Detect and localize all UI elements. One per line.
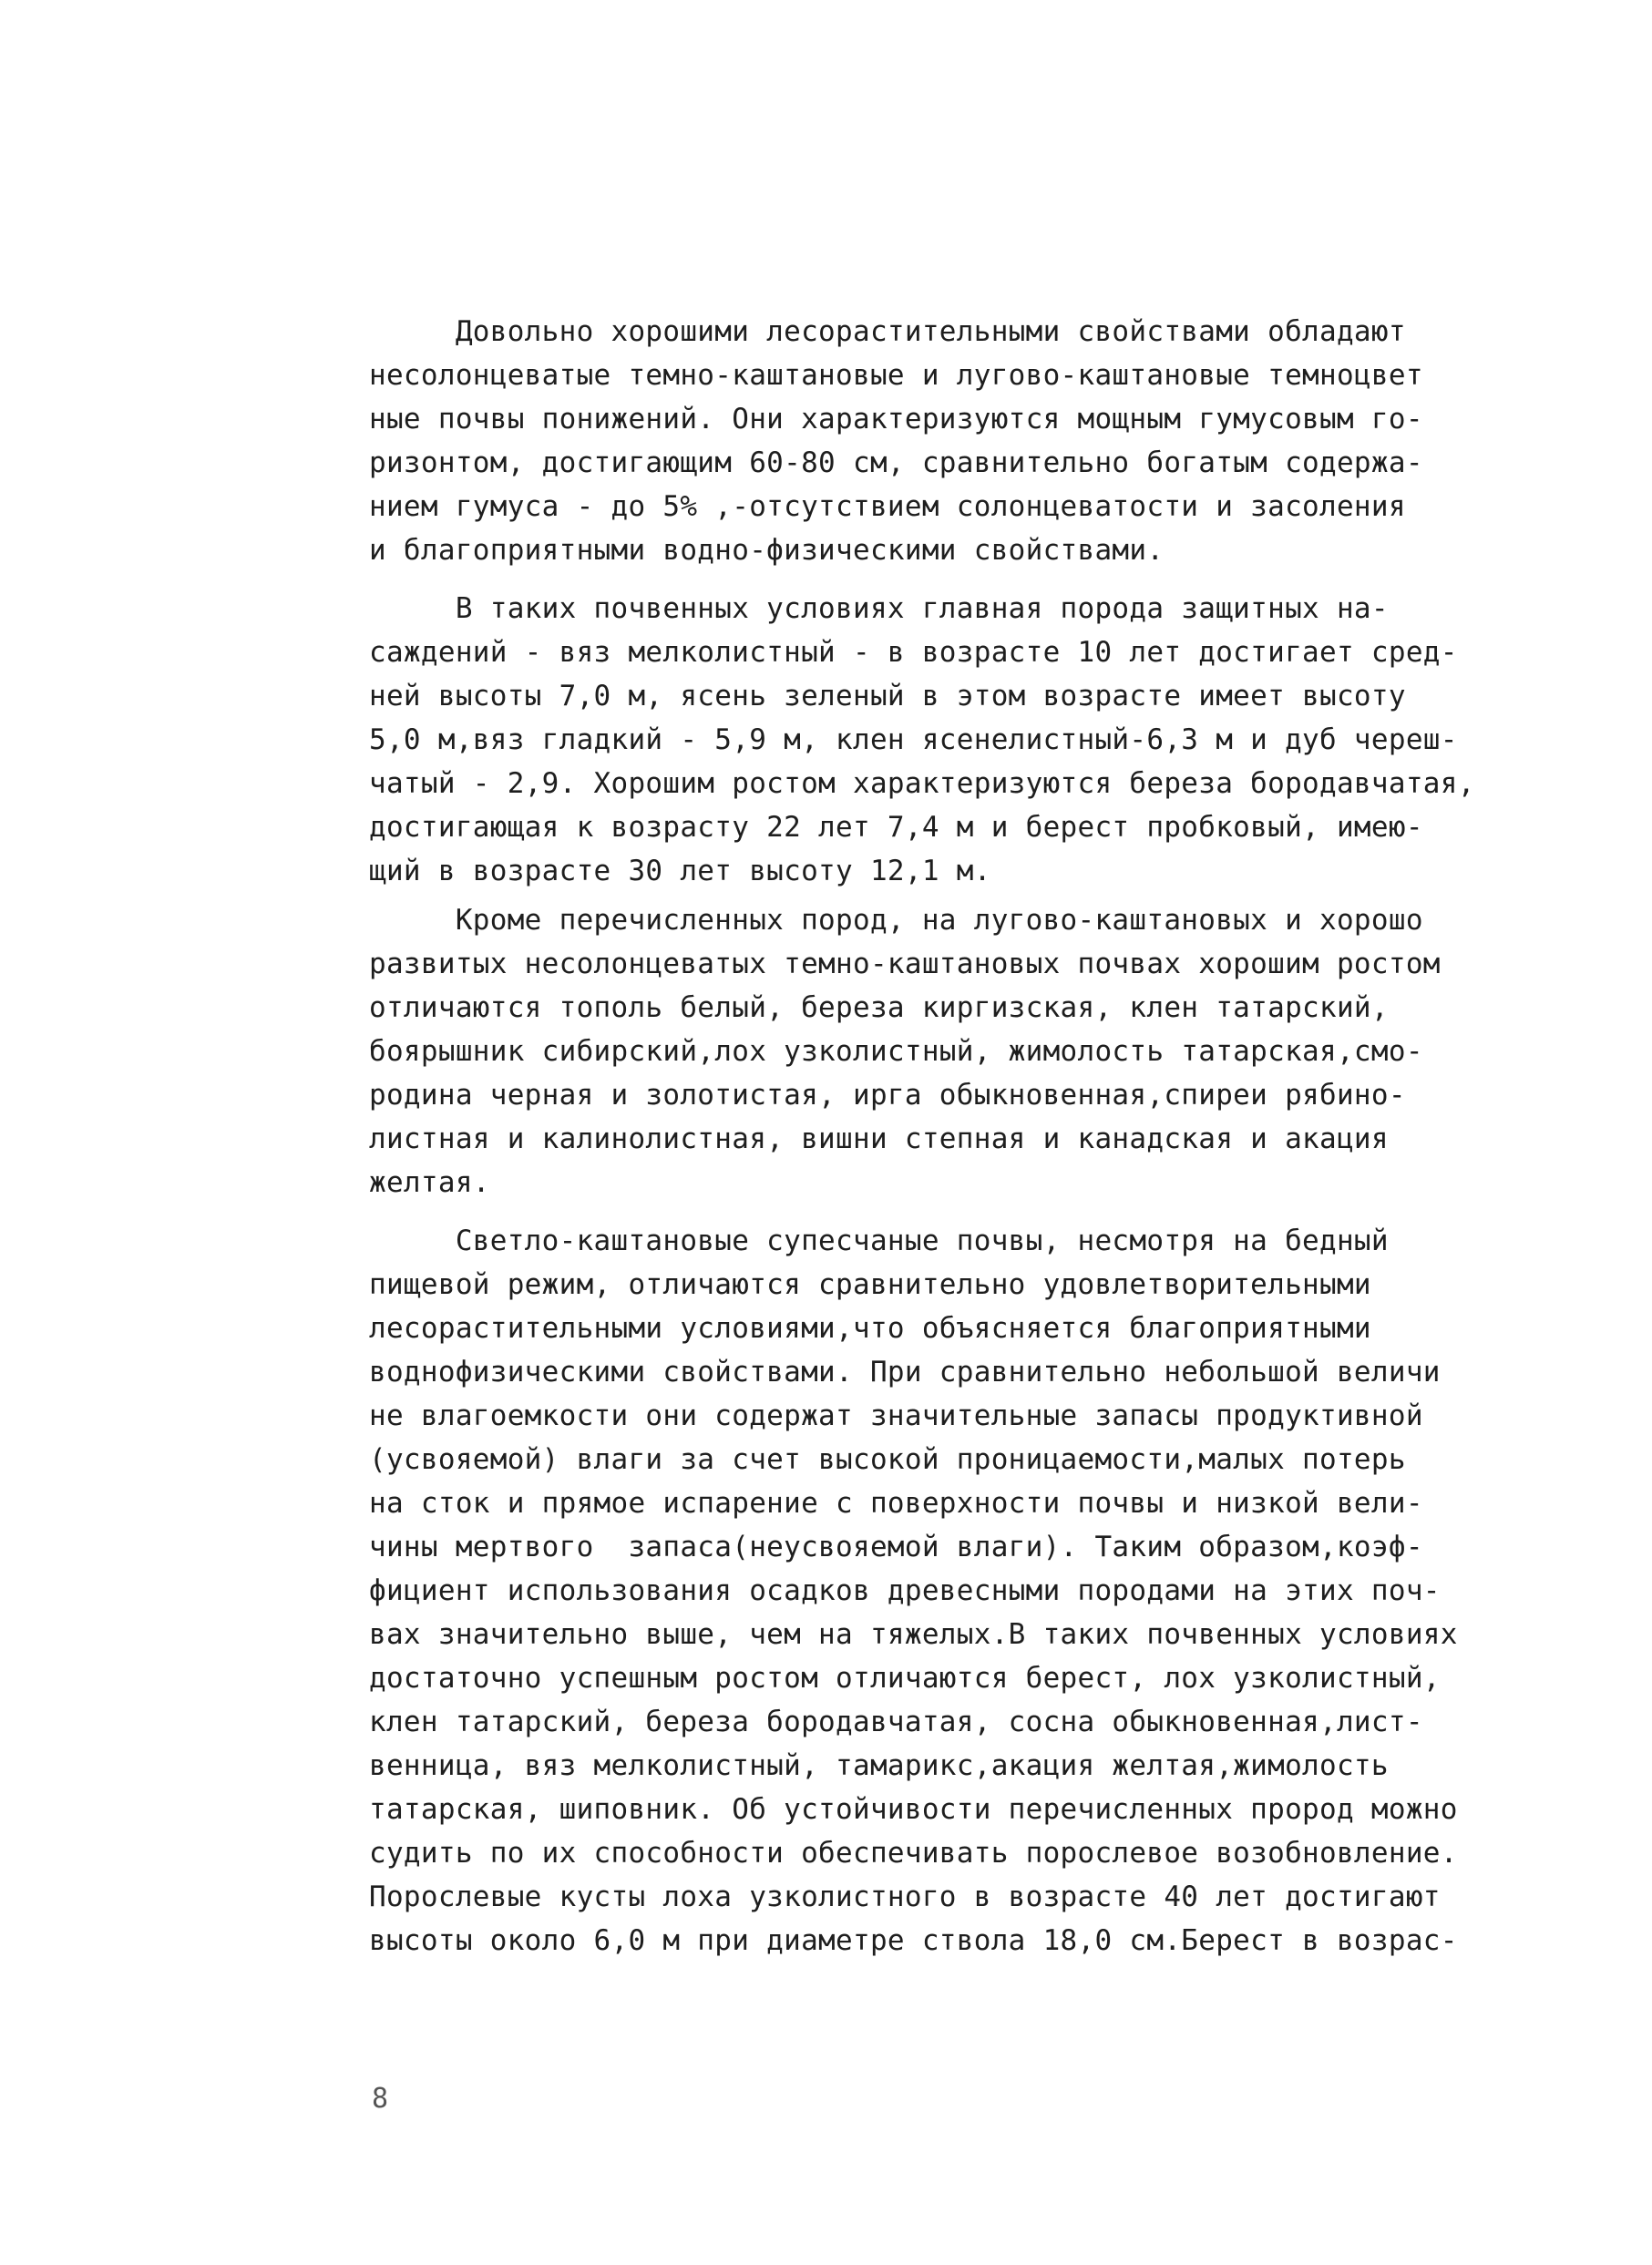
text-line: 5,0 м,вяз гладкий - 5,9 м, клен ясенелистный-6,3 м и дуб череш- xyxy=(369,723,1458,756)
text-line: судить по их способности обеспечивать порослевое возобновление. xyxy=(369,1837,1458,1870)
text-line: боярышник сибирский,лох узколистный, жимолость татарская,смо- xyxy=(369,1035,1423,1068)
text-line: нием гумуса - до 5% ,-отсутствием солонцеватости и засоления xyxy=(369,490,1406,523)
paragraph-1 xyxy=(369,310,1590,572)
paragraph-spacer xyxy=(369,572,1590,587)
text-line: воднофизическими свойствами. При сравнительно небольшой величи xyxy=(369,1356,1441,1389)
text-line: достигающая к возрасту 22 лет 7,4 м и берест пробковый, имею- xyxy=(369,811,1423,844)
text-line: не влагоемкости они содержат значительные запасы продуктивной xyxy=(369,1399,1423,1432)
text-line: ризонтом, достигающим 60-80 см, сравнительно богатым содержа- xyxy=(369,446,1423,479)
text-line: татарская, шиповник. Об устойчивости перечисленных прород можно xyxy=(369,1793,1458,1826)
text-line: Светло-каштановые супесчаные почвы, несмотря на бедный xyxy=(369,1225,1389,1257)
text-line: Довольно хорошими лесорастительными свойствами обладают xyxy=(369,315,1406,348)
text-line: чины мертвого запаса(неусвояемой влаги). Таким образом,коэф- xyxy=(369,1531,1423,1563)
text-line: ней высоты 7,0 м, ясень зеленый в этом возрасте имеет высоту xyxy=(369,680,1406,712)
text-line: высоты около 6,0 м при диаметре ствола 18,0 см.Берест в возрас- xyxy=(369,1924,1458,1957)
paragraph-3 xyxy=(369,898,1590,1204)
text-line: венница, вяз мелколистный, тамарикс,акация желтая,жимолость xyxy=(369,1749,1389,1782)
text-line: и благоприятными водно-физическими свойствами. xyxy=(369,534,1165,567)
text-line: вах значительно выше, чем на тяжелых.В таких почвенных условиях xyxy=(369,1618,1458,1651)
text-line: родина черная и золотистая, ирга обыкновенная,спиреи рябино- xyxy=(369,1079,1406,1112)
text-line: на сток и прямое испарение с поверхности почвы и низкой вели- xyxy=(369,1487,1423,1520)
text-line: фициент использования осадков древесными породами на этих поч- xyxy=(369,1574,1441,1607)
paragraph-spacer xyxy=(369,1204,1590,1219)
text-line: Кроме перечисленных пород, на лугово-каштановых и хорошо xyxy=(369,904,1423,937)
paragraph-4 xyxy=(369,1219,1590,1963)
text-line: несолонцеватые темно-каштановые и лугово-каштановые темноцвет xyxy=(369,359,1423,392)
text-line: отличаются тополь белый, береза киргизская, клен татарский, xyxy=(369,991,1389,1024)
text-line: желтая. xyxy=(369,1166,490,1199)
text-line: чатый - 2,9. Хорошим ростом характеризуются береза бородавчатая, xyxy=(369,767,1475,800)
text-line: лесорастительными условиями,что объясняется благоприятными xyxy=(369,1312,1371,1345)
body-text xyxy=(369,310,1590,1963)
text-line: клен татарский, береза бородавчатая, сосна обыкновенная,лист- xyxy=(369,1706,1423,1738)
text-line: В таких почвенных условиях главная порода защитных на- xyxy=(369,592,1389,625)
text-line: пищевой режим, отличаются сравнительно удовлетворительными xyxy=(369,1268,1371,1301)
text-line: листная и калинолистная, вишни степная и канадская и акация xyxy=(369,1122,1389,1155)
text-line: развитых несолонцеватых темно-каштановых почвах хорошим ростом xyxy=(369,948,1441,980)
text-line: щий в возрасте 30 лет высоту 12,1 м. xyxy=(369,855,991,887)
text-line: достаточно успешным ростом отличаются берест, лох узколистный, xyxy=(369,1662,1441,1695)
paragraph-2 xyxy=(369,587,1590,893)
text-line: ные почвы понижений. Они характеризуются мощным гумусовым го- xyxy=(369,403,1423,436)
page-number: 8 xyxy=(372,2083,389,2115)
text-line: Порослевые кусты лоха узколистного в возрасте 40 лет достигают xyxy=(369,1881,1441,1913)
text-line: (усвояемой) влаги за счет высокой проницаемости,малых потерь xyxy=(369,1443,1406,1476)
text-line: саждений - вяз мелколистный - в возрасте 10 лет достигает сред- xyxy=(369,636,1458,669)
